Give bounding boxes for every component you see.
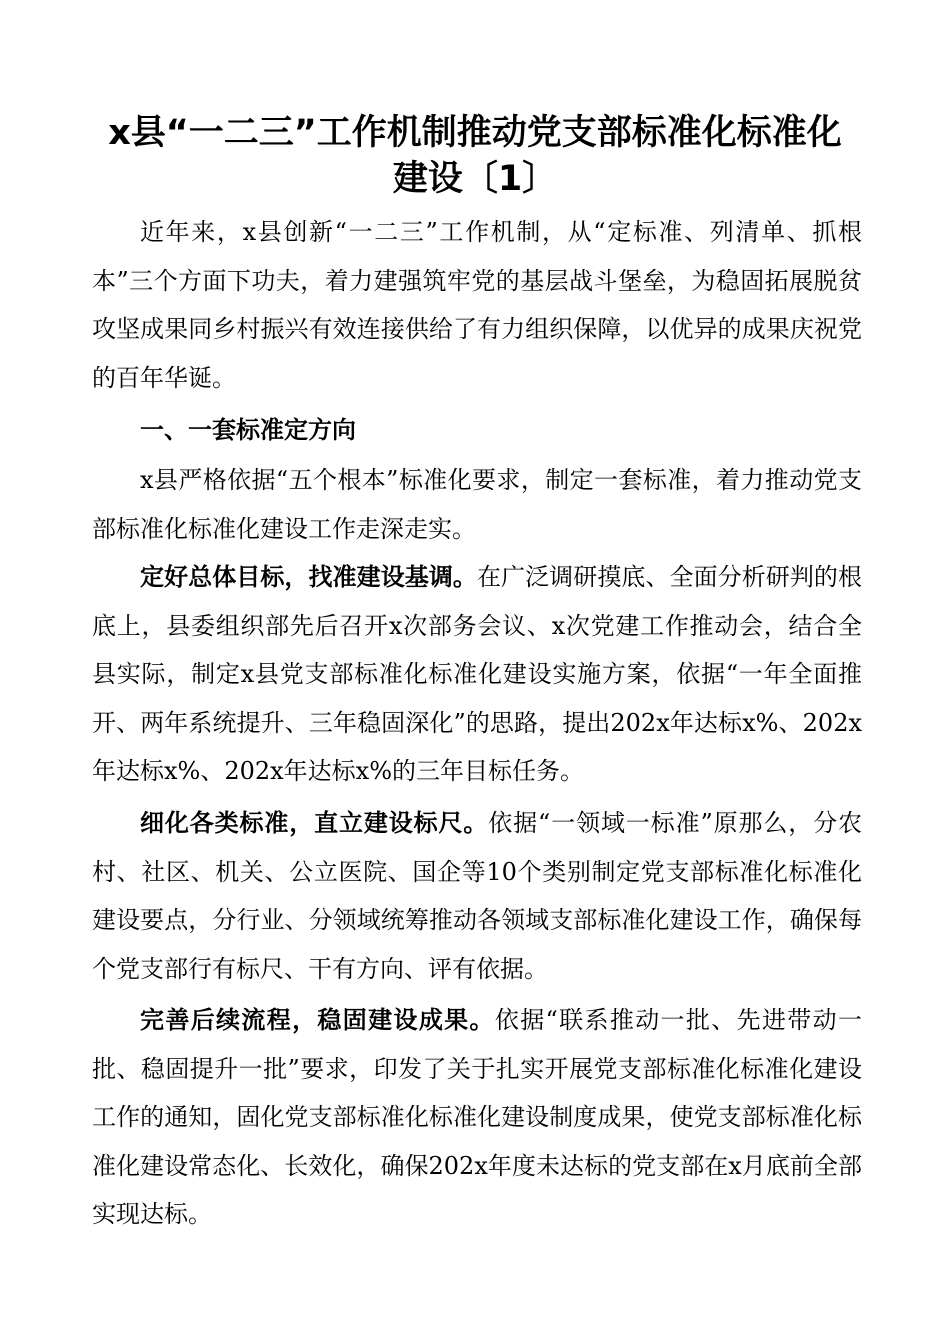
paragraph-overall-goal-lead: 定好总体目标，找准建设基调。 [140,563,477,591]
document-title-line-2: 建设〔1〕 [392,159,558,199]
section-1-intro-paragraph: x县严格依据“五个根本”标准化要求，制定一套标准，着力推动党支部标准化标准化建设工作走深走实。 [92,466,862,543]
paragraph-overall-goal [92,553,862,796]
document-title-line-1: x县“一二三”工作机制推动党支部标准化标准化 [108,113,842,153]
paragraph-consolidate-results-lead: 完善后续流程，稳固建设成果。 [140,1006,495,1034]
paragraph-overall-goal-body: 在广泛调研摸底、全面分析研判的根底上，县委组织部先后召开x次部务会议、x次党建工作推动会，结合全县实际，制定x县党支部标准化标准化建设实施方案，依据“一年全面推开、两年系统提升、三年稳固深化”的思路，提出202x年达标x%、202x年达标x%、202x年达标x%的三年目标任务。 [92,563,863,785]
intro-paragraph: 近年来，x县创新“一二三”工作机制，从“定标准、列清单、抓根本”三个方面下功夫，着力建强筑牢党的基层战斗堡垒，为稳固拓展脱贫攻坚成果同乡村振兴有效连接供给了有力组织保障，以优异的成果庆祝党的百年华诞。 [92,218,862,392]
section-1-heading: 一、一套标准定方向 [140,416,356,444]
paragraph-refine-standards-lead: 细化各类标准，直立建设标尺。 [140,809,489,837]
paragraph-consolidate-results-body: 依据“联系推动一批、先进带动一批、稳固提升一批”要求，印发了关于扎实开展党支部标准化标准化建设工作的通知，固化党支部标准化标准化建设制度成果，使党支部标准化标准化建设常态化、长效化，确保202x年度未达标的党支部在x月底前全部实现达标。 [92,1006,862,1228]
paragraph-refine-standards [92,799,862,993]
paragraph-consolidate-results [92,996,862,1239]
paragraph-refine-standards-body: 依据“一领域一标准”原那么，分农村、社区、机关、公立医院、国企等10个类别制定党支部标准化标准化建设要点，分行业、分领域统筹推动各领域支部标准化建设工作，确保每个党支部行有标尺、干有方向、评有依据。 [92,809,863,983]
